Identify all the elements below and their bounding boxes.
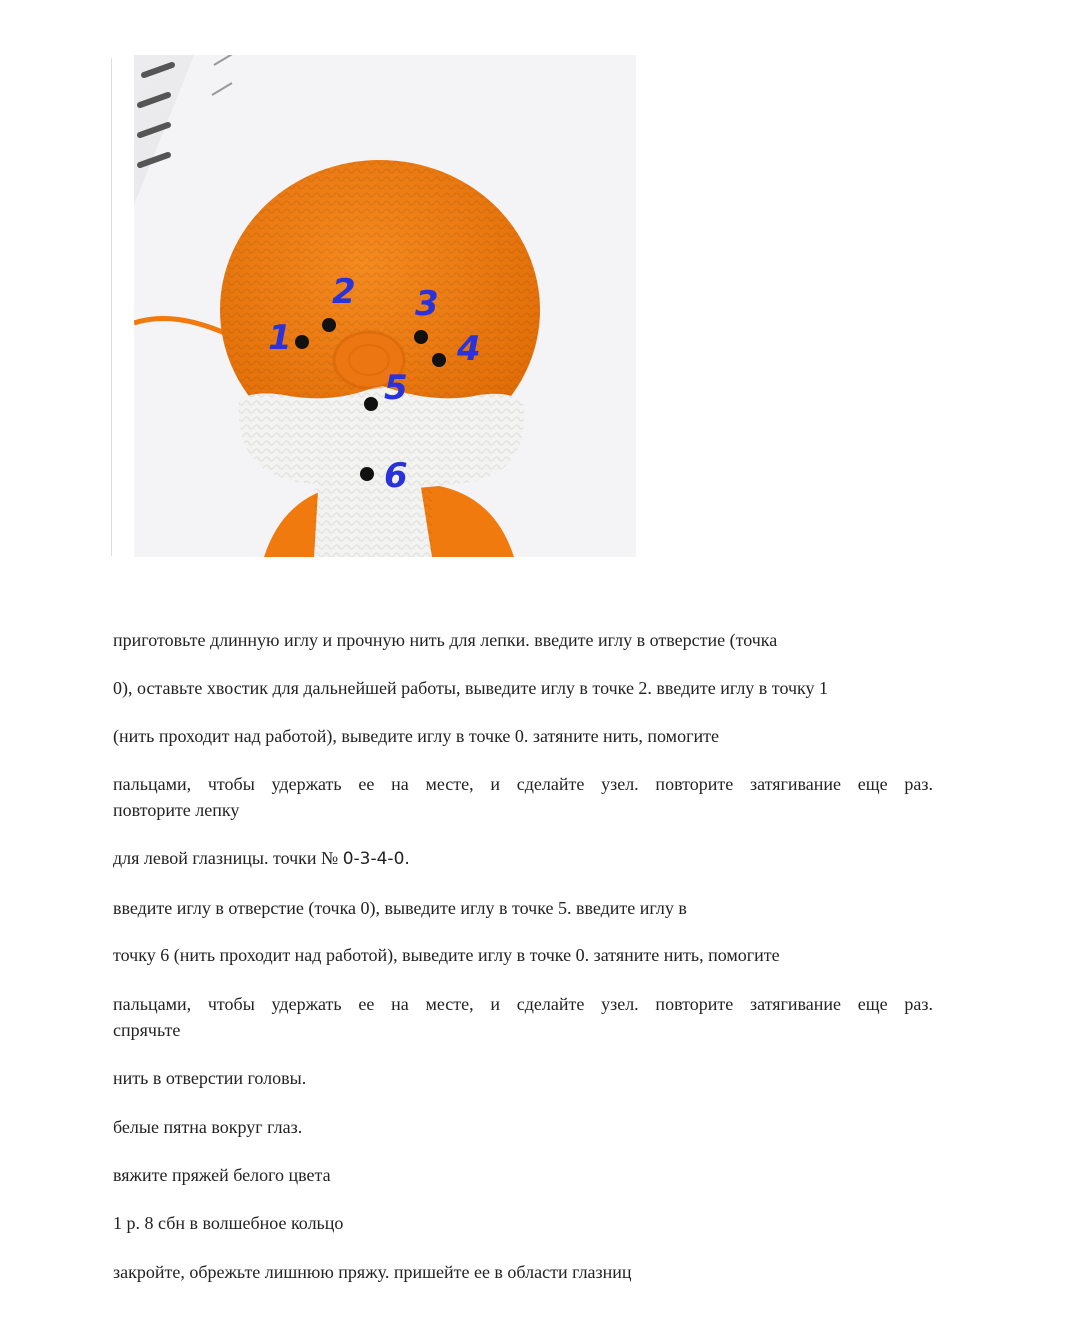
marker-dot-2 [322,318,336,332]
photo-left-rule [111,58,112,556]
toy-head-photo [134,55,636,557]
paragraph-10: белые пятна вокруг глаз. [113,1117,303,1137]
paragraph-5-points: 0-3-4-0. [342,849,410,869]
marker-label-4: 4 [457,329,481,369]
paragraph-11: вяжите пряжей белого цвета [113,1165,331,1185]
paragraph-2: 0), оставьте хвостик для дальнейшей работы, выведите иглу в точке 2. введите иглу в точку 1 [113,678,829,698]
toy-head-illustration [134,55,636,557]
marker-label-1: 1 [268,318,292,358]
marker-dot-3 [414,330,428,344]
marker-label-5: 5 [384,368,408,408]
marker-label-6: 6 [384,456,408,496]
paragraph-9: нить в отверстии головы. [113,1068,307,1088]
marker-label-2: 2 [332,272,356,312]
paragraph-5-text: для левой глазницы. точки № [113,848,343,868]
paragraph-4-continued: повторите лепку [113,800,240,820]
paragraph-3: (нить проходит над работой), выведите иглу в точке 0. затяните нить, помогите [113,726,719,746]
paragraph-5 [113,845,933,872]
paragraph-12: 1 р. 8 сбн в волшебное кольцо [113,1213,344,1233]
marker-dot-1 [295,335,309,349]
paragraph-8-continued: спрячьте [113,1020,181,1040]
paragraph-13: закройте, обрежьте лишнюю пряжу. пришейте ее в области глазниц [113,1262,632,1282]
paragraph-8: пальцами, чтобы удержать ее на месте, и сделайте узел. повторите затягивание еще раз. [113,994,933,1014]
paragraph-7: точку 6 (нить проходит над работой), выведите иглу в точке 0. затяните нить, помогите [113,945,780,965]
marker-dot-6 [360,467,374,481]
paragraph-4: пальцами, чтобы удержать ее на месте, и сделайте узел. повторите затягивание еще раз. [113,774,933,794]
marker-dot-4 [432,353,446,367]
marker-dot-5 [364,397,378,411]
paragraph-6: введите иглу в отверстие (точка 0), выведите иглу в точке 5. введите иглу в [113,898,687,918]
marker-label-3: 3 [415,284,439,324]
paragraph-1: приготовьте длинную иглу и прочную нить для лепки. введите иглу в отверстие (точка [113,630,778,650]
